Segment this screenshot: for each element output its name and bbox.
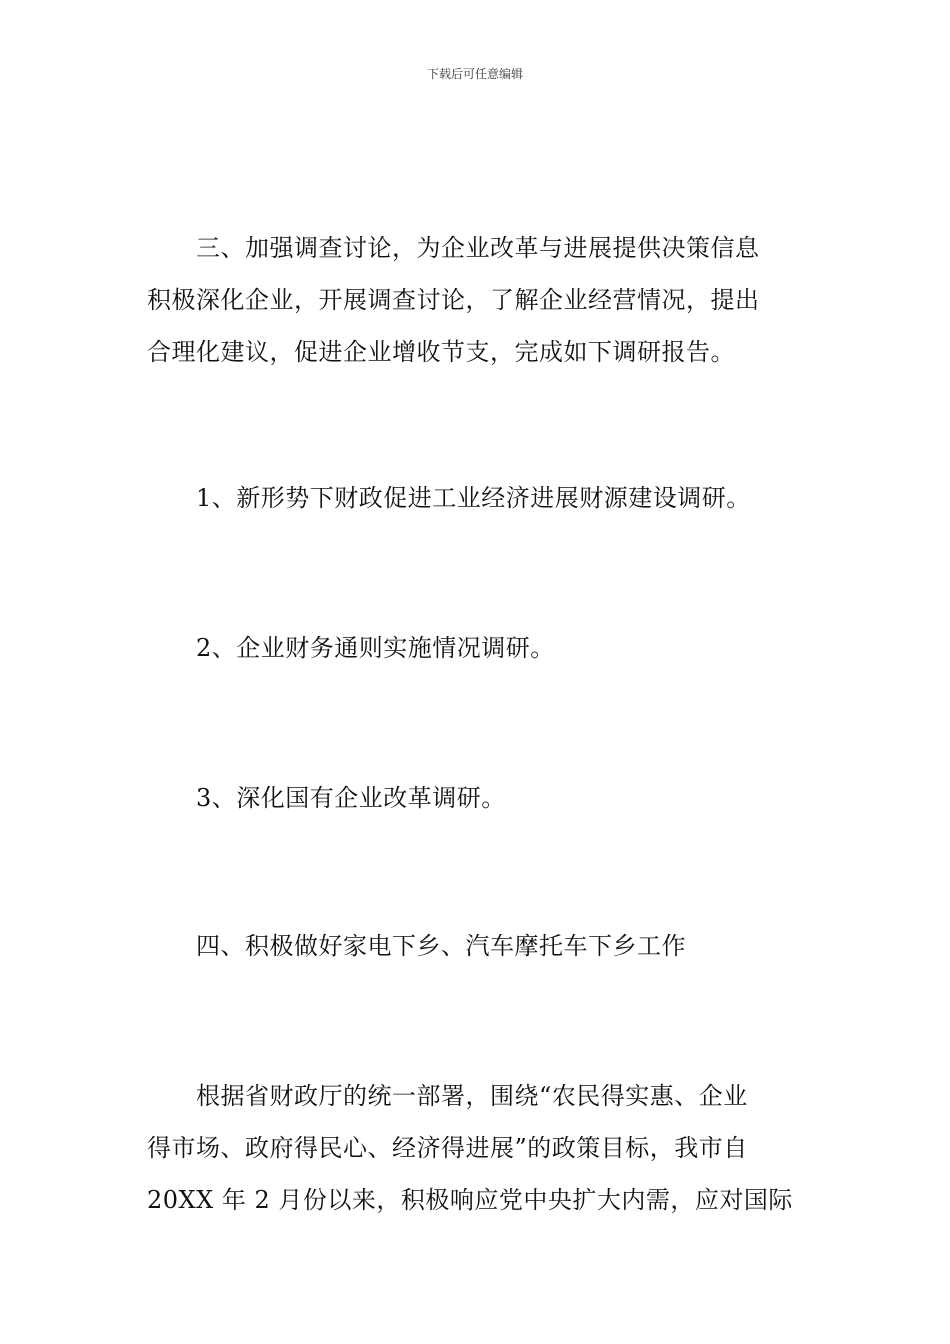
- section-4-body-line-1: 根据省财政厅的统一部署，围绕“农民得实惠、企业: [196, 1082, 748, 1110]
- section-3-body-line-2: 合理化建议，促进企业增收节支，完成如下调研报告。: [147, 338, 735, 366]
- section-3-body-line-1: 积极深化企业，开展调查讨论，了解企业经营情况，提出: [147, 286, 760, 314]
- page-header: 下载后可任意编辑: [426, 67, 523, 81]
- list-item-3: 3、深化国有企业改革调研。: [196, 784, 506, 812]
- section-4-body-line-3: 20XX 年 2 月份以来，积极响应党中央扩大内需，应对国际: [147, 1186, 793, 1214]
- list-item-2: 2、企业财务通则实施情况调研。: [196, 634, 555, 662]
- section-4-body-line-2: 得市场、政府得民心、经济得进展”的政策目标，我市自: [147, 1134, 748, 1162]
- section-3-heading: 三、加强调查讨论，为企业改革与进展提供决策信息: [196, 234, 760, 262]
- list-item-1: 1、新形势下财政促进工业经济进展财源建设调研。: [196, 484, 751, 512]
- section-4-heading: 四、积极做好家电下乡、汽车摩托车下乡工作: [196, 932, 686, 960]
